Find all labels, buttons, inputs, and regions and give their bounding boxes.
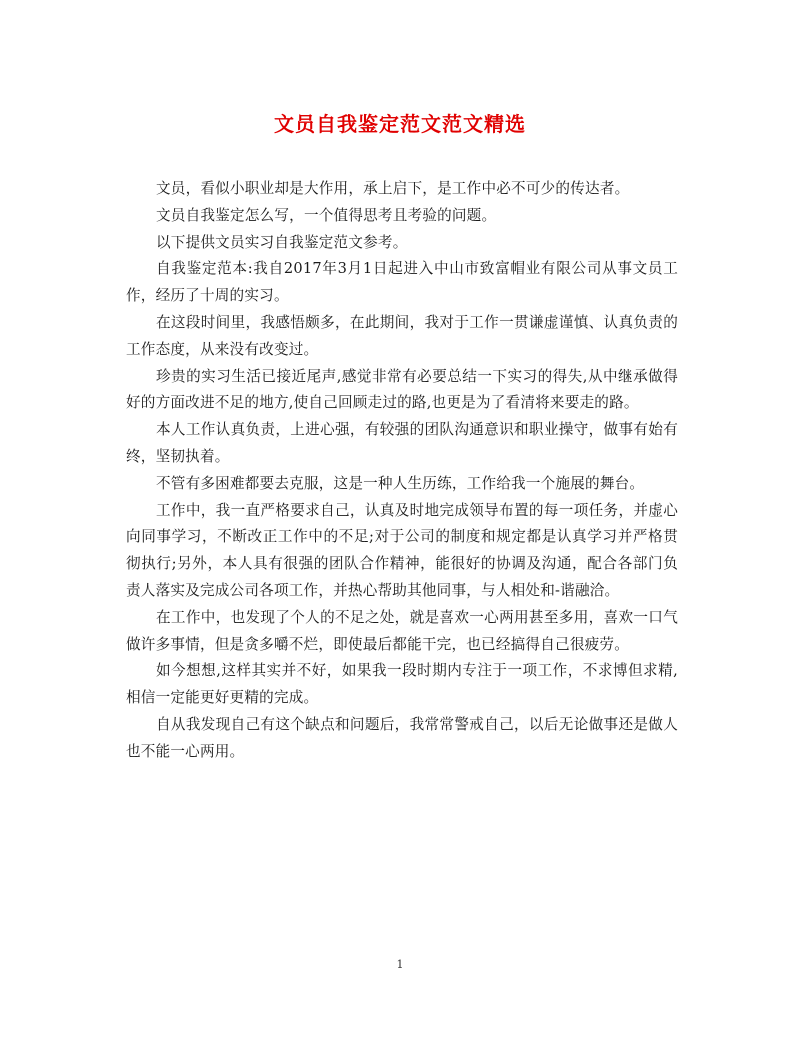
document-title: 文员自我鉴定范文范文精选: [274, 112, 526, 136]
paragraph: 本人工作认真负责，上进心强，有较强的团队沟通意识和职业操守，做事有始有终，坚韧执着。: [126, 421, 678, 465]
paragraph: 在工作中，也发现了个人的不足之处，就是喜欢一心两用甚至多用，喜欢一口气做许多事情，但是贪多嚼不烂，即使最后都能干完，也已经搞得自己很疲劳。: [126, 608, 678, 653]
paragraph: 以下提供文员实习自我鉴定范文参考。: [156, 233, 408, 251]
paragraph: 自从我发现自己有这个缺点和问题后，我常常警戒自己，以后无论做事还是做人也不能一心两用。: [126, 715, 678, 760]
paragraph: 自我鉴定范本:我自2017年3月1日起进入中山市致富帽业有限公司从事文员工作，经历了十周的实习。: [126, 260, 678, 305]
paragraph: 在这段时间里，我感悟颇多，在此期间，我对于工作一贯谦虚谨慎、认真负责的工作态度，从来没有改变过。: [126, 313, 678, 358]
document-body: [126, 176, 678, 766]
paragraph: 不管有多困难都要去克服，这是一种人生历练，工作给我一个施展的舞台。: [156, 474, 645, 492]
paragraph: 文员自我鉴定怎么写，一个值得思考且考验的问题。: [156, 206, 497, 224]
paragraph: 如今想想,这样其实并不好，如果我一段时期内专注于一项工作，不求博但求精, 相信一定能更好更精的完成。: [126, 662, 678, 707]
paragraph: 珍贵的实习生活已接近尾声,感觉非常有必要总结一下实习的得失,从中继承做得好的方面改进不足的地方,使自己回顾走过的路,也更是为了看清将来要走的路。: [126, 367, 678, 412]
paragraph: 工作中，我一直严格要求自己，认真及时地完成领导布置的每一项任务，并虚心向同事学习，不断改正工作中的不足;对于公司的制度和规定都是认真学习并严格贯彻执行;另外，本人具有很强的团队合作精神，能很好的协调及沟通，配合各部门负责人落实及完成公司各项工作，并热心帮助其他同事，与人相处和-谐融洽。: [126, 501, 678, 599]
page-number: 1: [396, 958, 404, 971]
paragraph: 文员，看似小职业却是大作用，承上启下，是工作中必不可少的传达者。: [156, 180, 630, 197]
